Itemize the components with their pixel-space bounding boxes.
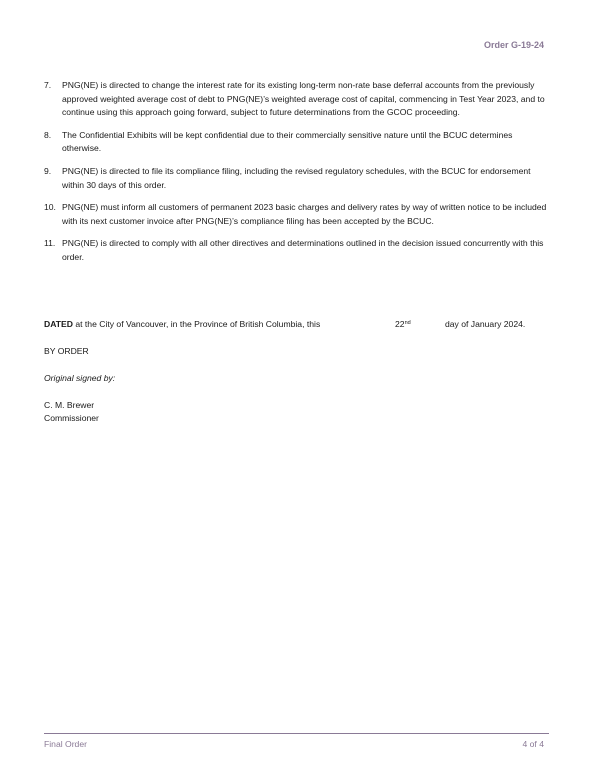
directive-text: PNG(NE) is directed to change the interest rate for its existing long-term non-rate base deferral accounts from the previously approved weighted average cost of debt to PNG(NE)’s weighted average cost of capital, commencing in Test Year 2023, and to continue using this approach going forward, subject to future determinations from the GCOC proceeding. [62,80,545,118]
directives-list [44,79,549,274]
directive-text: The Confidential Exhibits will be kept confidential due to their commercially sensitive nature until the BCUC determines otherwise. [62,129,513,154]
directive-item [44,165,549,192]
signer-block [44,399,99,425]
directive-text: PNG(NE) must inform all customers of permanent 2023 basic charges and delivery rates by way of written notice to be included with its next customer invoice after PNG(NE)’s compliance filing has been accepted by the BCUC. [62,202,547,226]
directive-item [44,129,549,156]
order-number: Order G-19-24 [483,40,544,50]
directive-item [44,79,549,120]
dated-text: at the City of Vancouver, in the Province of British Columbia, this [75,319,321,329]
dated-label: DATED [44,319,73,329]
directive-number: 7. [44,80,52,90]
directive-text: PNG(NE) is directed to file its compliance filing, including the revised regulatory schedules, with the BCUC for endorsement within 30 days of this order. [62,165,531,190]
by-order: BY ORDER [44,346,89,356]
directive-number: 8. [44,129,52,140]
footer-divider [44,733,549,734]
day-number: 22 [395,319,405,329]
signer-name: C. M. Brewer [44,400,95,410]
footer-label: Final Order [44,739,87,749]
directive-text: PNG(NE) is directed to comply with all other directives and determinations outlined in the decision issued concurrently with this order. [62,238,544,262]
directive-item [44,237,549,264]
original-signed: Original signed by: [44,373,116,383]
directive-number: 11. [44,238,56,249]
signer-title: Commissioner [44,413,99,423]
directive-number: 9. [44,165,52,176]
dated-line [44,319,549,329]
dated-month: day of January 2024. [445,319,526,329]
day-suffix: nd [404,320,411,326]
directive-item [44,201,549,228]
dated-day [395,319,411,329]
page-number: 4 of 4 [522,739,544,749]
directive-number: 10. [44,202,56,213]
